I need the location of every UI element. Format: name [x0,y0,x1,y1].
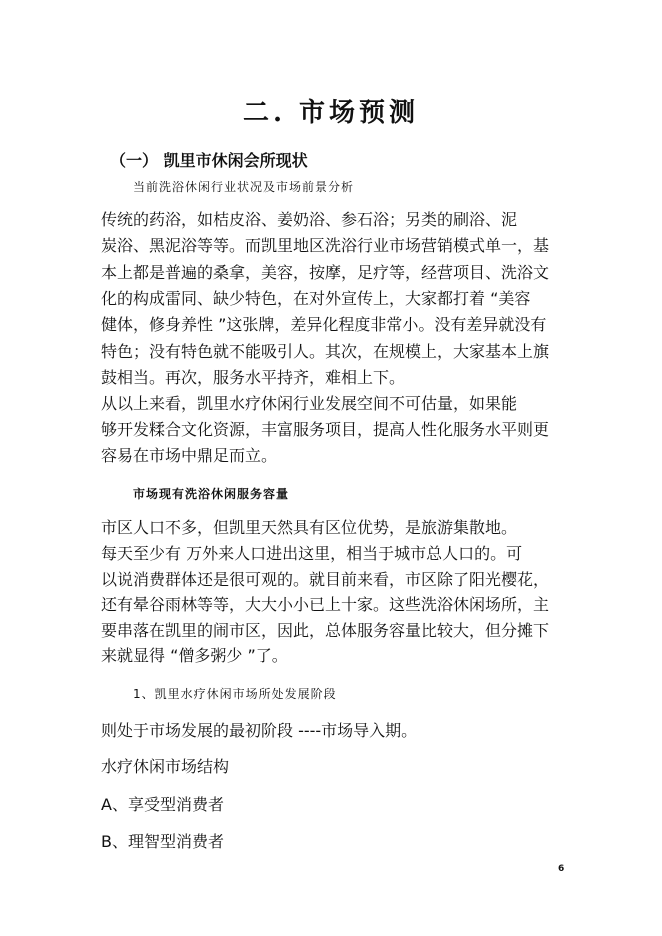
para2-line-1: 从以上来看，凯里水疗休闲行业发展空间不可估量，如果能 [101,394,518,413]
para1-line-5: 健体，修身养性 ”这张牌，差异化程度非常小。没有差异就没有 [101,315,547,334]
para2-line-2: 够开发糅合文化资源，丰富服务项目，提高人性化服务水平则更 [101,420,550,439]
subheading-industry-status: 当前洗浴休闲行业状况及市场前景分析 [133,180,355,194]
para3-line-6: 来就显得 “僧多粥少 ”了。 [101,646,288,665]
para3-line-3: 以说消费群体还是很可观的。就目前来看，市区除了阳光樱花， [101,570,550,589]
para1-line-6: 特色；没有特色就不能吸引人。其次，在规模上，大家基本上旗 [101,342,550,361]
subheading-capacity: 市场现有洗浴休闲服务容量 [133,487,290,501]
para3-line-4: 还有晕谷雨林等等，大大小小已上十家。这些洗浴休闲场所，主 [101,595,550,614]
para3-line-1: 市区人口不多，但凯里天然具有区位优势，是旅游集散地。 [101,518,518,537]
list-item-1: 1、凯里水疗休闲市场所处发展阶段 [133,687,337,701]
option-b: B、理智型消费者 [101,832,224,851]
para1-line-7: 鼓相当。再次，服务水平持齐，难相上下。 [101,368,406,387]
option-a: A、享受型消费者 [101,795,224,814]
para1-line-3: 本上都是普遍的桑拿，美容，按摩，足疗等，经营项目、洗浴文 [101,263,550,282]
para1-line-4: 化的构成雷同、缺少特色，在对外宣传上，大家都打着 “美容 [101,289,531,308]
page-number: 6 [558,864,565,874]
section-heading: （一） 凯里市休闲会所现状 [110,151,308,170]
page-title: 二. 市场预测 [242,98,420,128]
structure-heading: 水疗休闲市场结构 [101,757,230,776]
para1-line-2: 炭浴、黑泥浴等等。而凯里地区洗浴行业市场营销模式单一，基 [101,236,550,255]
stage-text: 则处于市场发展的最初阶段 ----市场导入期。 [101,721,418,740]
para1-line-1: 传统的药浴，如桔皮浴、姜奶浴、参石浴；另类的刷浴、泥 [101,210,518,229]
para3-line-5: 要串落在凯里的闹市区，因此，总体服务容量比较大，但分摊下 [101,621,550,640]
para3-line-2: 每天至少有 万外来人口进出这里，相当于城市总人口的。可 [101,544,523,563]
para2-line-3: 容易在市场中鼎足而立。 [101,446,278,465]
